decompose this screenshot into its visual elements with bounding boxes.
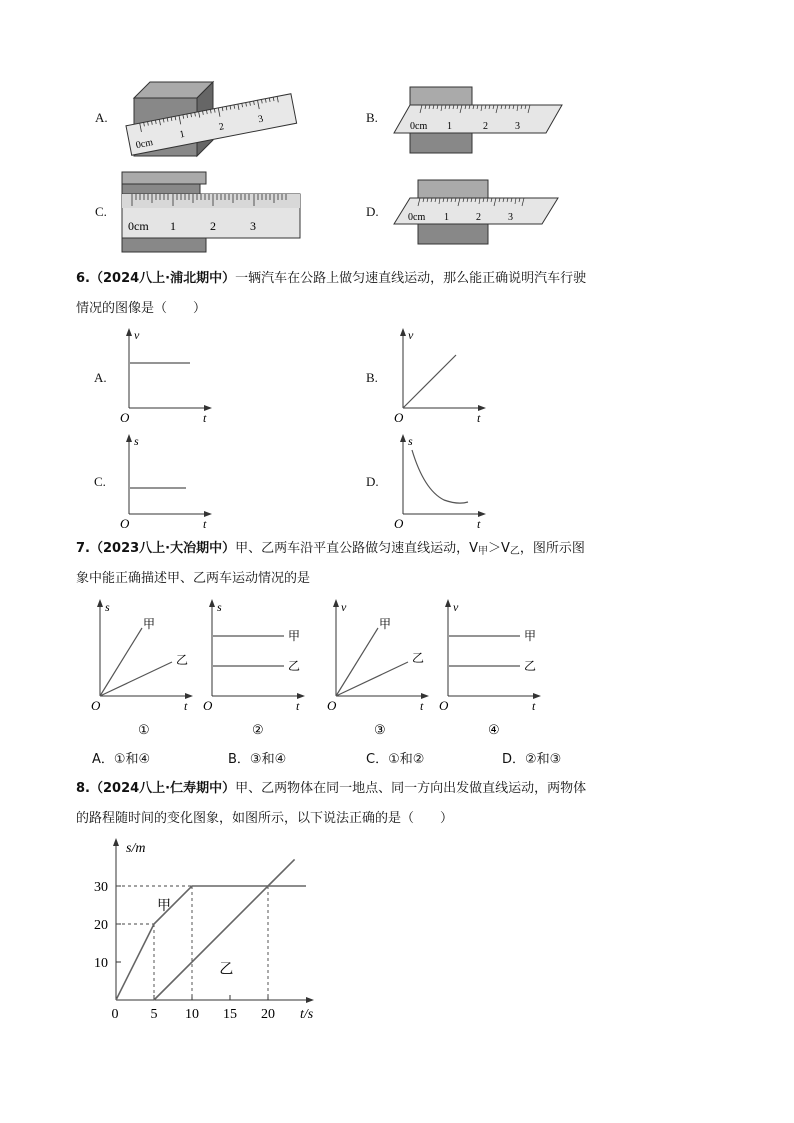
svg-text:甲: 甲 bbox=[288, 629, 301, 643]
q8-chart bbox=[86, 832, 336, 1032]
q7-number: 7. bbox=[76, 541, 90, 556]
option-c-label: C. bbox=[95, 204, 107, 219]
q6-option-c-label: C. bbox=[94, 474, 106, 489]
svg-text:3: 3 bbox=[257, 113, 265, 126]
svg-text:t: t bbox=[420, 699, 424, 713]
y-tick-label: 20 bbox=[94, 918, 108, 933]
svg-text:③: ③ bbox=[374, 722, 386, 737]
svg-text:②: ② bbox=[252, 722, 264, 737]
svg-text:乙: 乙 bbox=[288, 659, 301, 673]
svg-text:2: 2 bbox=[483, 121, 488, 132]
series-yi-label: 乙 bbox=[219, 962, 234, 978]
svg-text:t: t bbox=[203, 517, 207, 530]
svg-text:t: t bbox=[532, 699, 536, 713]
series-jia-label: 甲 bbox=[157, 899, 171, 914]
svg-text:1: 1 bbox=[170, 219, 176, 233]
q8-stem-line1: 8.（2024八上·仁寿期中）甲、乙两物体在同一地点、同一方向出发做直线运动，两物体 bbox=[76, 781, 587, 796]
x-tick-label: 15 bbox=[223, 1007, 237, 1022]
svg-text:2: 2 bbox=[217, 121, 225, 133]
x-tick-label: 0 bbox=[111, 1007, 119, 1022]
svg-text:④: ④ bbox=[488, 722, 500, 737]
svg-text:2: 2 bbox=[210, 219, 216, 233]
svg-text:1: 1 bbox=[178, 128, 186, 141]
q8-stem-line2: 的路程随时间的变化图象，如图所示，以下说法正确的是（ ） bbox=[76, 811, 454, 826]
q7-graph-4 bbox=[436, 596, 548, 740]
svg-text:3: 3 bbox=[250, 219, 256, 233]
svg-text:O: O bbox=[439, 698, 449, 713]
svg-text:O: O bbox=[120, 516, 130, 530]
svg-text:O: O bbox=[327, 698, 337, 713]
q7-choice-c[interactable]: C．①和② bbox=[366, 752, 425, 767]
q7-choice-a[interactable]: A．①和④ bbox=[92, 752, 151, 767]
q8-number: 8. bbox=[76, 781, 90, 796]
svg-text:s: s bbox=[105, 600, 110, 614]
svg-text:v: v bbox=[408, 328, 414, 342]
svg-text:3: 3 bbox=[515, 121, 520, 132]
svg-text:甲: 甲 bbox=[143, 617, 156, 631]
q6-graph-a bbox=[116, 326, 216, 424]
q7-source: （2023八上·大冶期中） bbox=[89, 541, 236, 556]
q7-choice-b[interactable]: B．③和④ bbox=[228, 752, 287, 767]
q6-graph-d bbox=[390, 432, 490, 530]
svg-text:O: O bbox=[120, 410, 130, 424]
ruler-figure-b bbox=[392, 85, 564, 155]
svg-text:t: t bbox=[477, 517, 481, 530]
svg-text:甲: 甲 bbox=[379, 617, 392, 631]
svg-text:1: 1 bbox=[447, 121, 452, 132]
svg-text:3: 3 bbox=[508, 212, 513, 223]
svg-text:乙: 乙 bbox=[412, 651, 425, 665]
q6-option-b-label: B. bbox=[366, 370, 378, 385]
x-tick-label: 20 bbox=[261, 1007, 275, 1022]
q6-stem-line2: 情况的图像是（ ） bbox=[76, 301, 207, 316]
svg-text:v: v bbox=[453, 600, 459, 614]
svg-text:O: O bbox=[91, 698, 101, 713]
y-axis-arrow bbox=[113, 838, 119, 846]
svg-text:O: O bbox=[394, 516, 404, 530]
y-tick-label: 30 bbox=[94, 880, 108, 895]
ruler-figure-c bbox=[118, 170, 302, 254]
svg-text:t: t bbox=[184, 699, 188, 713]
option-b-label: B. bbox=[366, 110, 378, 125]
q7-stem-line2: 象中能正确描述甲、乙两车运动情况的是 bbox=[76, 571, 311, 586]
q6-source: （2024八上·浦北期中） bbox=[89, 271, 236, 286]
option-a-label: A. bbox=[95, 110, 108, 125]
ruler-figure-a bbox=[118, 78, 300, 158]
svg-text:乙: 乙 bbox=[524, 659, 537, 673]
q6-stem: 一辆汽车在公路上做匀速直线运动，那么能正确说明汽车行驶 bbox=[235, 271, 587, 286]
svg-text:0cm: 0cm bbox=[410, 121, 428, 132]
svg-text:O: O bbox=[203, 698, 213, 713]
q7-graph-1 bbox=[88, 596, 196, 740]
q7-stem-line1: 7.（2023八上·大冶期中）甲、乙两车沿平直公路做匀速直线运动，V甲＞V乙，图所示图 bbox=[76, 541, 585, 557]
svg-text:s: s bbox=[408, 434, 413, 448]
svg-text:0cm: 0cm bbox=[408, 212, 426, 223]
svg-text:t: t bbox=[477, 411, 481, 424]
svg-text:O: O bbox=[394, 410, 404, 424]
x-axis-label: t/s bbox=[300, 1007, 314, 1022]
svg-text:v: v bbox=[341, 600, 347, 614]
q7-graph-3 bbox=[324, 596, 432, 740]
y-tick-label: 10 bbox=[94, 956, 108, 971]
svg-text:乙: 乙 bbox=[176, 653, 189, 667]
ruler-figure-d bbox=[392, 178, 560, 246]
svg-text:t: t bbox=[296, 699, 300, 713]
q6-graph-b bbox=[390, 326, 490, 424]
option-d-label: D. bbox=[366, 204, 379, 219]
q7-choice-d[interactable]: D．②和③ bbox=[502, 752, 562, 767]
svg-text:0cm: 0cm bbox=[128, 219, 149, 233]
q6-option-a-label: A. bbox=[94, 370, 107, 385]
q8-source: （2024八上·仁寿期中） bbox=[89, 781, 236, 796]
q6-graph-c bbox=[116, 432, 216, 530]
x-tick-label: 5 bbox=[150, 1007, 158, 1022]
svg-text:①: ① bbox=[138, 722, 150, 737]
y-axis-label: s/m bbox=[126, 841, 146, 856]
svg-text:2: 2 bbox=[476, 212, 481, 223]
x-axis-arrow bbox=[306, 997, 314, 1003]
svg-text:t: t bbox=[203, 411, 207, 424]
svg-text:s: s bbox=[217, 600, 222, 614]
svg-text:0cm: 0cm bbox=[134, 137, 154, 152]
q6-stem-line1 bbox=[76, 270, 586, 288]
x-tick-label: 10 bbox=[185, 1007, 199, 1022]
series-yi-line bbox=[154, 859, 295, 1000]
svg-text:1: 1 bbox=[444, 212, 449, 223]
svg-text:甲: 甲 bbox=[524, 629, 537, 643]
q6-number: 6. bbox=[76, 271, 90, 286]
svg-text:s: s bbox=[134, 434, 139, 448]
q6-option-d-label: D. bbox=[366, 474, 379, 489]
svg-text:v: v bbox=[134, 328, 140, 342]
q7-graph-2 bbox=[200, 596, 312, 740]
